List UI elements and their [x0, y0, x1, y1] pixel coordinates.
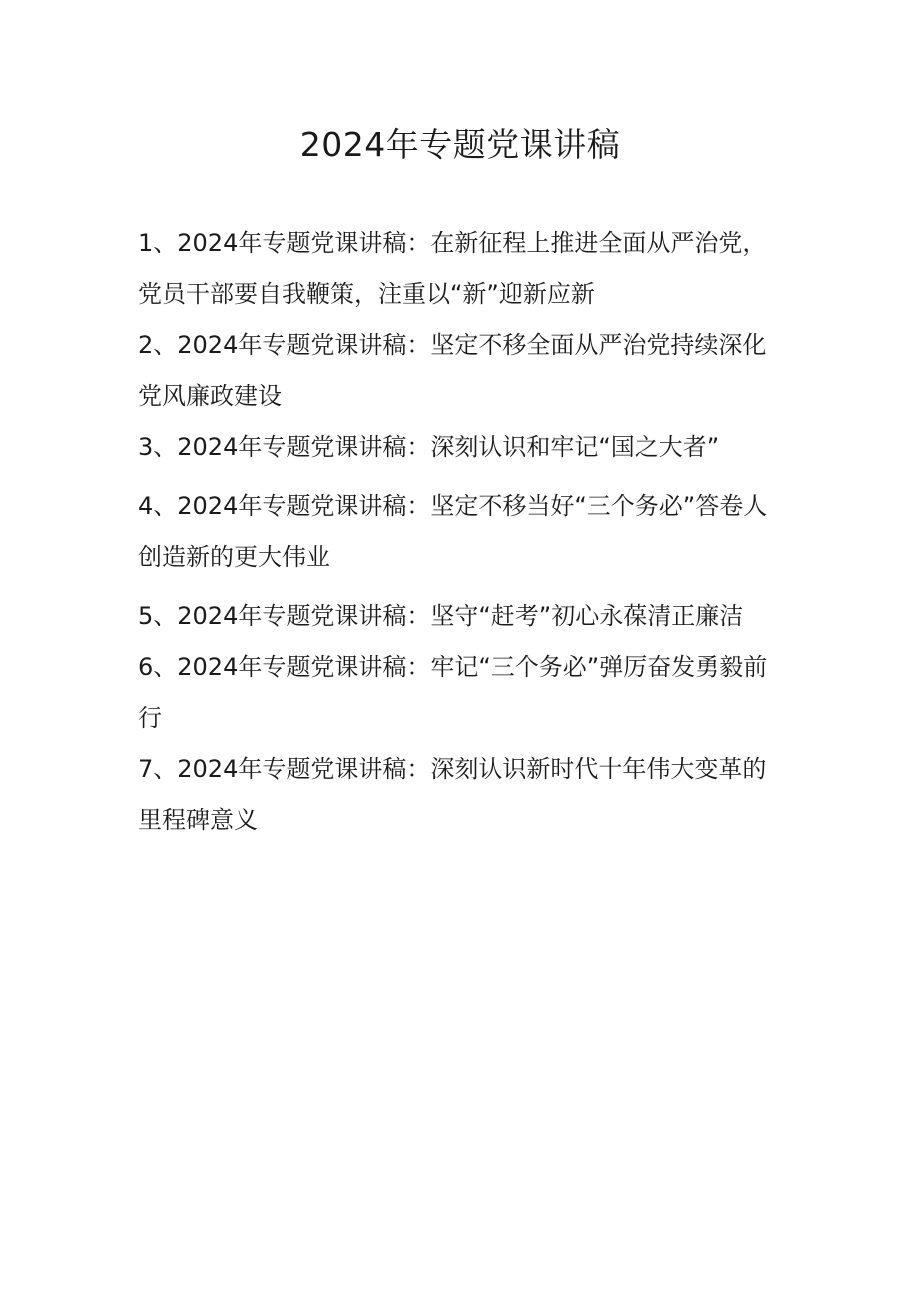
toc-item-6: 6、2024年专题党课讲稿：牢记“三个务必”弹厉奋发勇毅前行	[138, 653, 768, 732]
toc-item-1: 1、2024年专题党课讲稿：在新征程上推进全面从严治党，党员干部要自我鞭策，注重以“新”迎新应新	[138, 229, 767, 308]
toc-item-4: 4、2024年专题党课讲稿：坚定不移当好“三个务必”答卷人创造新的更大伟业	[138, 492, 768, 571]
toc-item-2: 2、2024年专题党课讲稿：坚定不移全面从严治党持续深化党风廉政建设	[138, 331, 767, 410]
document-title: 2024年专题党课讲稿	[299, 125, 621, 164]
toc-item-7: 7、2024年专题党课讲稿：深刻认识新时代十年伟大变革的里程碑意义	[138, 755, 767, 834]
toc-item-5: 5、2024年专题党课讲稿：坚守“赶考”初心永葆清正廉洁	[138, 602, 744, 630]
toc-item-3: 3、2024年专题党课讲稿：深刻认识和牢记“国之大者”	[138, 433, 720, 461]
toc-list	[138, 218, 788, 846]
